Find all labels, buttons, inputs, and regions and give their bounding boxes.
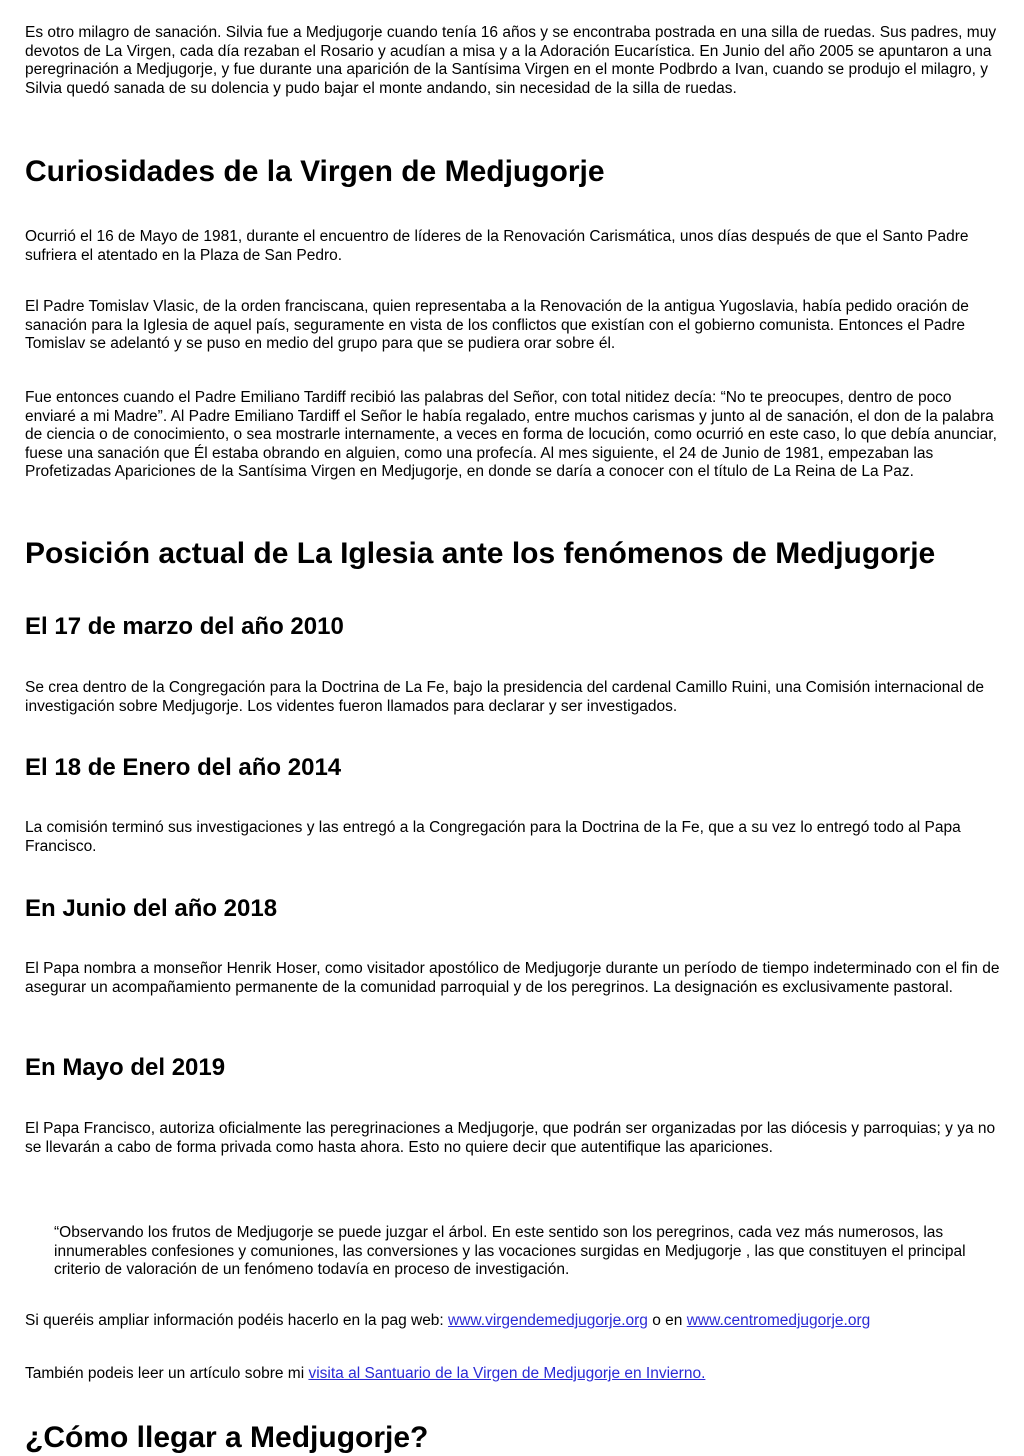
pilgrims-quote: “Observando los frutos de Medjugorje se puede juzgar el árbol. En este sentido son los peregrinos, cada vez más numerosos, las innumerables confesiones y comuniones, las conversiones y las vocaciones surgidas en Medjugorje , las que constituyen el principal criterio de valoración de un fenómeno todavía en proceso de investigación.: [54, 1224, 966, 1279]
info-line-middle: o en: [647, 1312, 687, 1329]
subheading-2019: En Mayo del 2019: [25, 1054, 226, 1081]
curiosidades-paragraph-2: El Padre Tomislav Vlasic, de la orden franciscana, quien representaba a la Renovación de la antigua Yugoslavia, había pedido oración de sanación para la Iglesia de aquel país, seguramente en vista de los conflictos que existían con el gobierno comunista. Entonces el Padre Tomislav se adelantó y se puso en medio del grupo para que se pudiera orar sobre él.: [25, 298, 969, 353]
article-line-prefix: También podeis leer un artículo sobre mi: [25, 1365, 309, 1382]
heading-curiosidades: Curiosidades de la Virgen de Medjugorje: [25, 155, 605, 188]
info-line-prefix: Si queréis ampliar información podéis hacerlo en la pag web:: [25, 1312, 449, 1329]
paragraph-2010: Se crea dentro de la Congregación para la Doctrina de La Fe, bajo la presidencia del cardenal Camillo Ruini, una Comisión internacional de investigación sobre Medjugorje. Los videntes fueron llamados para declarar y ser investigados.: [25, 679, 984, 715]
paragraph-2019: El Papa Francisco, autoriza oficialmente las peregrinaciones a Medjugorje, que podrán ser organizadas por las diócesis y parroquias; y ya no se llevarán a cabo de forma privada como hasta ahora. Esto no quiere decir que autentifique las apariciones.: [25, 1120, 996, 1156]
intro-paragraph: Es otro milagro de sanación. Silvia fue a Medjugorje cuando tenía 16 años y se encontraba postrada en una silla de ruedas. Sus padres, muy devotos de La Virgen, cada día rezaban el Rosario y acudían a misa y a la Adoración Eucarística. En Junio del año 2005 se apuntaron a una peregrinación a Medjugorje, y fue durante una aparición de la Santísima Virgen en el monte Podbrdo a Ivan, cuando se produjo el milagro, y Silvia quedó sanada de su dolencia y pudo bajar el monte andando, sin necesidad de la silla de ruedas.: [25, 24, 997, 97]
curiosidades-paragraph-1: Ocurrió el 16 de Mayo de 1981, durante el encuentro de líderes de la Renovación Carismática, unos días después de que el Santo Padre sufriera el atentado en la Plaza de San Pedro.: [25, 228, 969, 264]
link-centromedjugorje[interactable]: www.centromedjugorje.org: [686, 1312, 871, 1329]
info-line: [25, 1312, 1005, 1331]
article-line: [25, 1365, 1005, 1384]
subheading-2010: El 17 de marzo del año 2010: [25, 613, 344, 640]
link-virgendemedjugorje[interactable]: www.virgendemedjugorje.org: [448, 1312, 648, 1329]
heading-como-llegar: ¿Cómo llegar a Medjugorje?: [25, 1421, 429, 1454]
subheading-2018: En Junio del año 2018: [25, 895, 278, 922]
paragraph-2018: El Papa nombra a monseñor Henrik Hoser, como visitador apostólico de Medjugorje durante un período de tiempo indeterminado con el fin de asegurar un acompañamiento permanente de la comunidad parroquial y de los peregrinos. La designación es exclusivamente pastoral.: [25, 960, 1000, 996]
subheading-2014: El 18 de Enero del año 2014: [25, 754, 342, 781]
link-visita-santuario[interactable]: visita al Santuario de la Virgen de Medjugorje en Invierno.: [308, 1365, 706, 1382]
curiosidades-paragraph-3: Fue entonces cuando el Padre Emiliano Tardiff recibió las palabras del Señor, con total nitidez decía: “No te preocupes, dentro de poco enviaré a mi Madre”. Al Padre Emiliano Tardiff el Señor le había regalado, entre muchos carismas y junto al de sanación, el don de la palabra de ciencia o de conocimiento, o sea mostrarle internamente, a veces en forma de locución, como ocurrió en este caso, lo que debía anunciar, fuese una sanación que Él estaba obrando en alguien, como una profecía. Al mes siguiente, el 24 de Junio de 1981, empezaban las Profetizadas Apariciones de la Santísima Virgen en Medjugorje, en donde se daría a conocer con el título de La Reina de La Paz.: [25, 389, 997, 481]
heading-posicion: Posición actual de La Iglesia ante los fenómenos de Medjugorje: [25, 537, 936, 570]
paragraph-2014: La comisión terminó sus investigaciones y las entregó a la Congregación para la Doctrina de la Fe, que a su vez lo entregó todo al Papa Francisco.: [25, 819, 961, 855]
